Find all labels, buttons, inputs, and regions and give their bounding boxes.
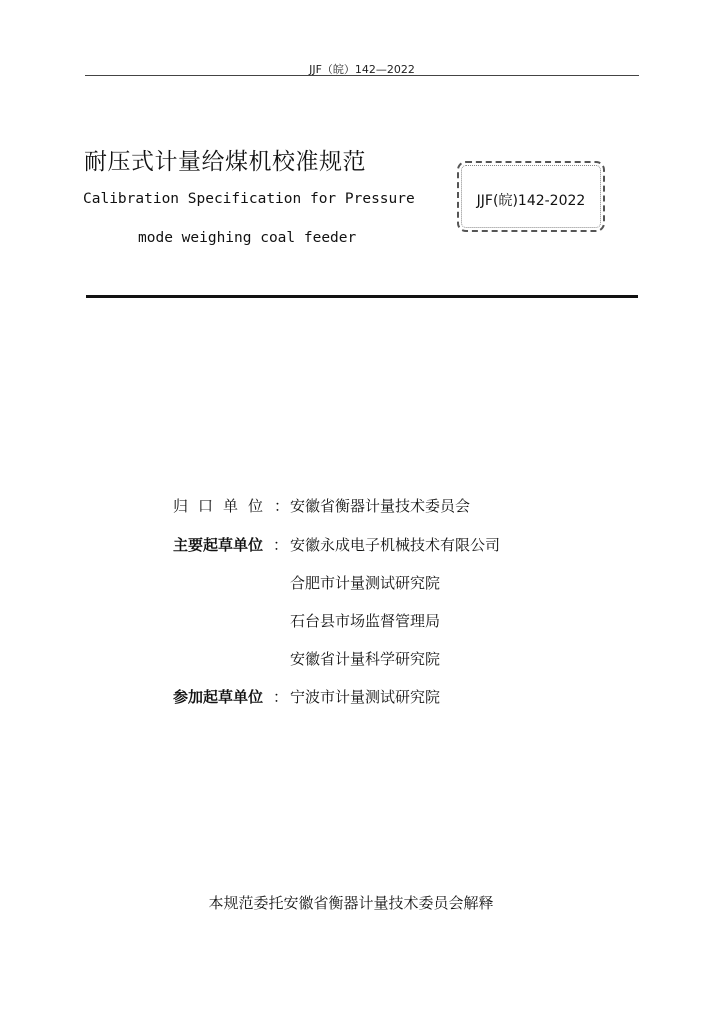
participating-drafters-colon: ： — [273, 688, 289, 706]
running-header-code: JJF（皖）142—2022 — [309, 63, 415, 76]
title-chinese: 耐压式计量给煤机校准规范 — [84, 149, 366, 175]
main-drafters-colon: ： — [273, 536, 289, 554]
specification-code: JJF(皖)142-2022 — [476, 193, 586, 209]
main-drafter-item: 安徽省计量科学研究院 — [290, 650, 441, 668]
responsible-unit-value: 安徽省衡器计量技术委员会 — [290, 497, 471, 515]
participating-drafters-label: 参加起草单位 — [173, 688, 264, 706]
responsible-unit-colon: ： — [274, 497, 290, 515]
main-drafter-item: 石台县市场监督管理局 — [290, 612, 441, 630]
interpretation-note: 本规范委托安徽省衡器计量技术委员会解释 — [208, 894, 494, 912]
main-drafter-item: 合肥市计量测试研究院 — [290, 574, 441, 592]
responsible-unit-label: 归口单位 — [173, 497, 274, 515]
title-english-line-2: mode weighing coal feeder — [138, 230, 357, 246]
title-english-line-1: Calibration Specification for Pressure — [83, 191, 415, 207]
main-drafters-label: 主要起草单位 — [173, 536, 264, 554]
header-divider — [85, 75, 639, 76]
title-divider — [86, 295, 638, 298]
main-drafter-item: 安徽永成电子机械技术有限公司 — [290, 536, 501, 554]
participating-drafter-item: 宁波市计量测试研究院 — [290, 688, 441, 706]
